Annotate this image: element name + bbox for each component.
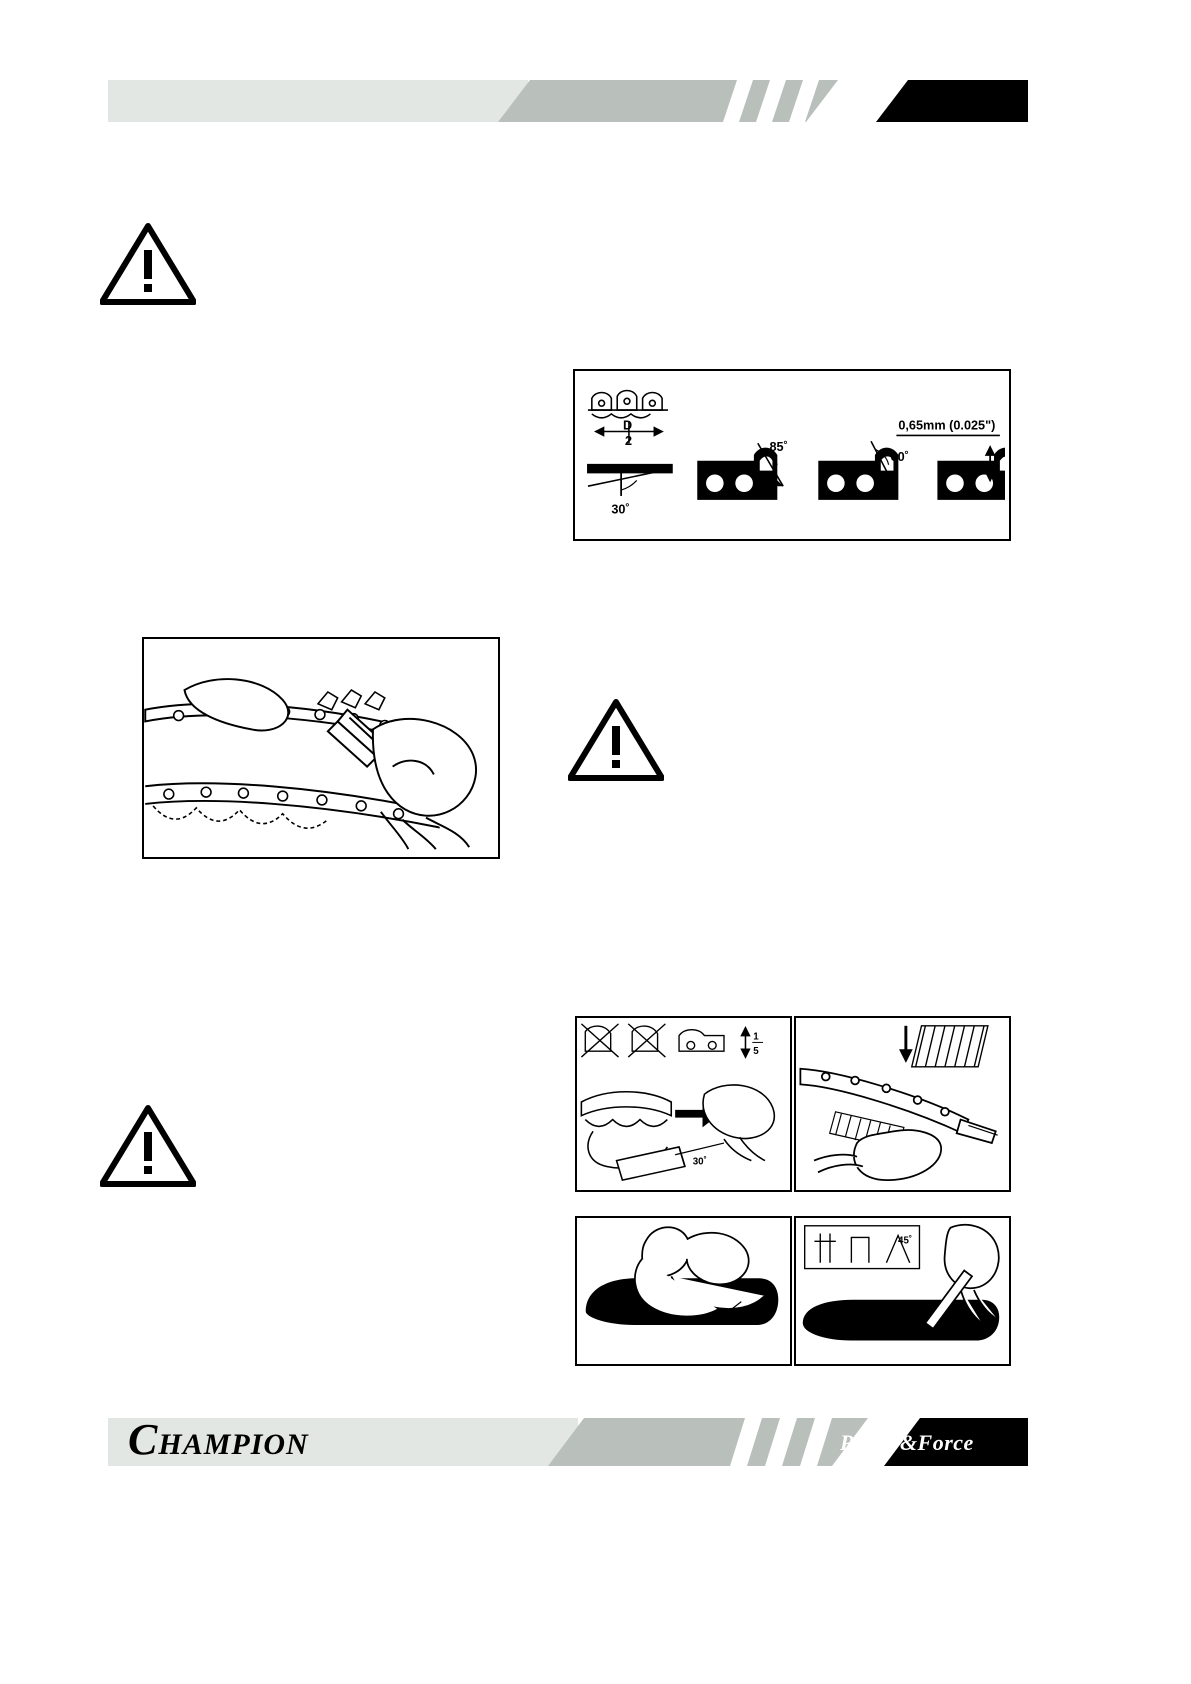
svg-text:45˚: 45˚: [898, 1235, 913, 1247]
brand-logo: [128, 1415, 309, 1464]
svg-text:60˚: 60˚: [890, 449, 909, 464]
brand-logo-text: HAMPION: [158, 1428, 309, 1461]
guide-bar-deburring-figure: [575, 1216, 792, 1366]
header-band-mid: [498, 80, 838, 122]
filing-chain-figure: [142, 637, 500, 859]
svg-text:30˚: 30˚: [692, 1156, 707, 1168]
chain-tooth-angles-figure: [573, 369, 1011, 541]
header-band-light: [108, 80, 528, 122]
svg-text:1: 1: [753, 1031, 759, 1043]
warning-triangle-top: [100, 222, 196, 306]
svg-text:85˚: 85˚: [769, 440, 788, 455]
svg-text:D: D: [623, 418, 633, 433]
warning-triangle-middle: [568, 698, 664, 782]
header-band-dark: [820, 80, 1028, 122]
sharpening-steps-figure: [575, 1016, 792, 1192]
warning-triangle-bottom: [100, 1104, 196, 1188]
svg-text:30˚: 30˚: [611, 502, 630, 517]
svg-text:5: 5: [753, 1046, 759, 1058]
depth-gauge-filing-figure: [794, 1016, 1011, 1192]
brand-logo-initial: C: [128, 1415, 159, 1464]
page-header-band: [108, 80, 1028, 122]
svg-text:2: 2: [625, 434, 633, 449]
brand-tagline: Power&Force: [840, 1430, 974, 1455]
svg-text:0,65mm (0.025"): 0,65mm (0.025"): [898, 418, 996, 433]
guide-bar-groove-cleaning-figure: [794, 1216, 1011, 1366]
